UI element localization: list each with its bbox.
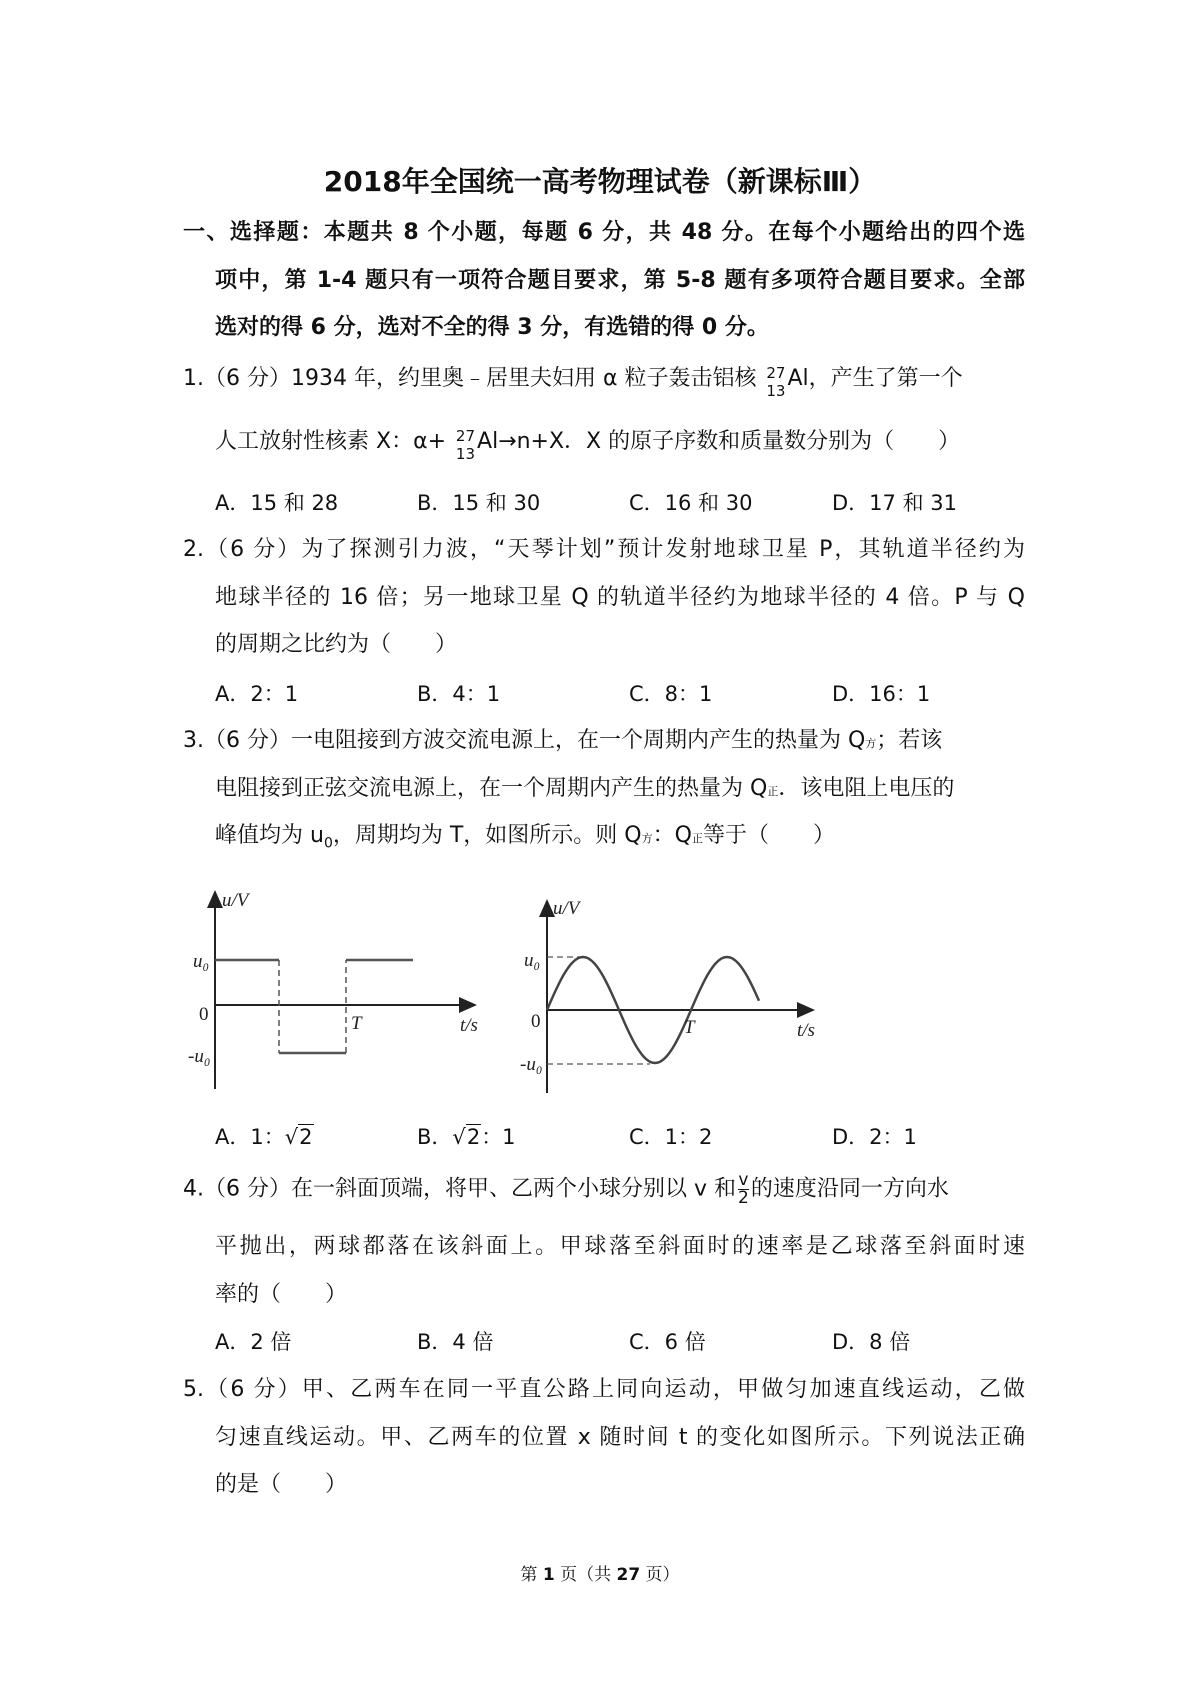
q2-option-d: D．16：1 bbox=[832, 682, 931, 706]
al-nuclide: 27 13 bbox=[455, 427, 476, 463]
q3-line-2: 电阻接到正弦交流电源上，在一个周期内产生的热量为 Q正．该电阻上电压的 bbox=[215, 776, 955, 801]
q1-option-b: B．15 和 30 bbox=[417, 491, 541, 515]
q2-line-1: 2.（6 分）为了探测引力波，“天琴计划”预计发射地球卫星 P，其轨道半径约为 bbox=[183, 537, 1025, 562]
q1-option-c: C．16 和 30 bbox=[629, 491, 753, 515]
q3-option-c: C．1：2 bbox=[629, 1125, 713, 1149]
zero-label: 0 bbox=[199, 1004, 209, 1025]
square-wave-graph bbox=[188, 890, 478, 1089]
q4-option-c: C．6 倍 bbox=[629, 1330, 706, 1354]
period-label: T bbox=[351, 1013, 362, 1034]
neg-peak-label: -u₀ bbox=[188, 1046, 211, 1067]
q5-line-2: 匀速直线运动。甲、乙两车的位置 x 随时间 t 的变化如图所示。下列说法正确 bbox=[215, 1425, 1025, 1450]
sine-wave-graph bbox=[520, 898, 815, 1093]
q3-option-b: B．√2：1 bbox=[417, 1122, 516, 1152]
pos-peak-label: u₀ bbox=[193, 951, 210, 972]
section-heading-line-3: 选对的得 6 分，选对不全的得 3 分，有选错的得 0 分。 bbox=[215, 315, 769, 340]
q5-line-1: 5.（6 分）甲、乙两车在同一平直公路上同向运动，甲做匀加速直线运动，乙做 bbox=[183, 1377, 1025, 1402]
q5-line-3: 的是（ ） bbox=[215, 1472, 348, 1497]
zero-label: 0 bbox=[531, 1011, 541, 1032]
q3-line-1: 3.（6 分）一电阻接到方波交流电源上，在一个周期内产生的热量为 Q方；若该 bbox=[183, 728, 943, 753]
section-heading-line-1: 一、选择题：本题共 8 个小题，每题 6 分，共 48 分。在每个小题给出的四个选 bbox=[183, 220, 1025, 245]
y-axis-label: u/V bbox=[553, 898, 580, 919]
pos-peak-label: u₀ bbox=[524, 950, 541, 971]
fraction-v-over-2: $\frac{v}{2}$ bbox=[738, 1170, 749, 1208]
page-footer: 第 1 页（共 27 页） bbox=[520, 1565, 680, 1585]
q3-option-d: D．2：1 bbox=[832, 1125, 917, 1149]
q2-option-b: B．4：1 bbox=[417, 682, 501, 706]
q2-line-2: 地球半径的 16 倍；另一地球卫星 Q 的轨道半径约为地球半径的 4 倍。P 与 Q bbox=[215, 585, 1025, 610]
q1-option-d: D．17 和 31 bbox=[832, 491, 957, 515]
q4-line-3: 率的（ ） bbox=[215, 1282, 348, 1307]
x-axis-label: t/s bbox=[460, 1015, 478, 1036]
y-axis-label: u/V bbox=[222, 890, 249, 911]
q4-line-1: 4.（6 分）在一斜面顶端，将甲、乙两个小球分别以 v 和 $\frac{v}{2}$ 的速度沿同一方向水 bbox=[183, 1170, 949, 1208]
al-nuclide: 27 13 bbox=[766, 364, 786, 400]
q4-line-2: 平抛出，两球都落在该斜面上。甲球落至斜面时的速率是乙球落至斜面时速 bbox=[215, 1234, 1025, 1259]
q2-option-c: C．8：1 bbox=[629, 682, 713, 706]
section-heading-line-2: 项中，第 1-4 题只有一项符合题目要求，第 5-8 题有多项符合题目要求。全部 bbox=[215, 268, 1025, 293]
page-title: 2018年全国统一高考物理试卷（新课标Ⅲ） bbox=[323, 165, 877, 198]
q1-line-1: 1.（6 分）1934 年，约里奥﹣居里夫妇用 α 粒子轰击铝核 27 13 Al，产生了第一个 bbox=[183, 364, 963, 400]
q3-option-a: A．1：√2 bbox=[215, 1122, 314, 1152]
q2-option-a: A．2：1 bbox=[215, 682, 299, 706]
sqrt: √2 bbox=[284, 1125, 313, 1149]
q4-option-a: A．2 倍 bbox=[215, 1330, 292, 1354]
x-axis-label: t/s bbox=[797, 1020, 815, 1041]
neg-peak-label: -u₀ bbox=[520, 1054, 543, 1075]
sqrt: √2 bbox=[452, 1125, 481, 1149]
q1-option-a: A．15 和 28 bbox=[215, 491, 339, 515]
q4-option-b: B．4 倍 bbox=[417, 1330, 494, 1354]
q4-option-d: D．8 倍 bbox=[832, 1330, 911, 1354]
q1-line-2: 人工放射性核素 X：α+ 27 13 Al→n+X．X 的原子序数和质量数分别为（ ） bbox=[215, 427, 961, 463]
q3-line-3: 峰值均为 $u_0$，周期均为 T，如图所示。则 Q方：Q正等于（ ） bbox=[215, 823, 835, 852]
q2-line-3: 的周期之比约为（ ） bbox=[215, 632, 458, 657]
period-label: T bbox=[684, 1017, 695, 1038]
